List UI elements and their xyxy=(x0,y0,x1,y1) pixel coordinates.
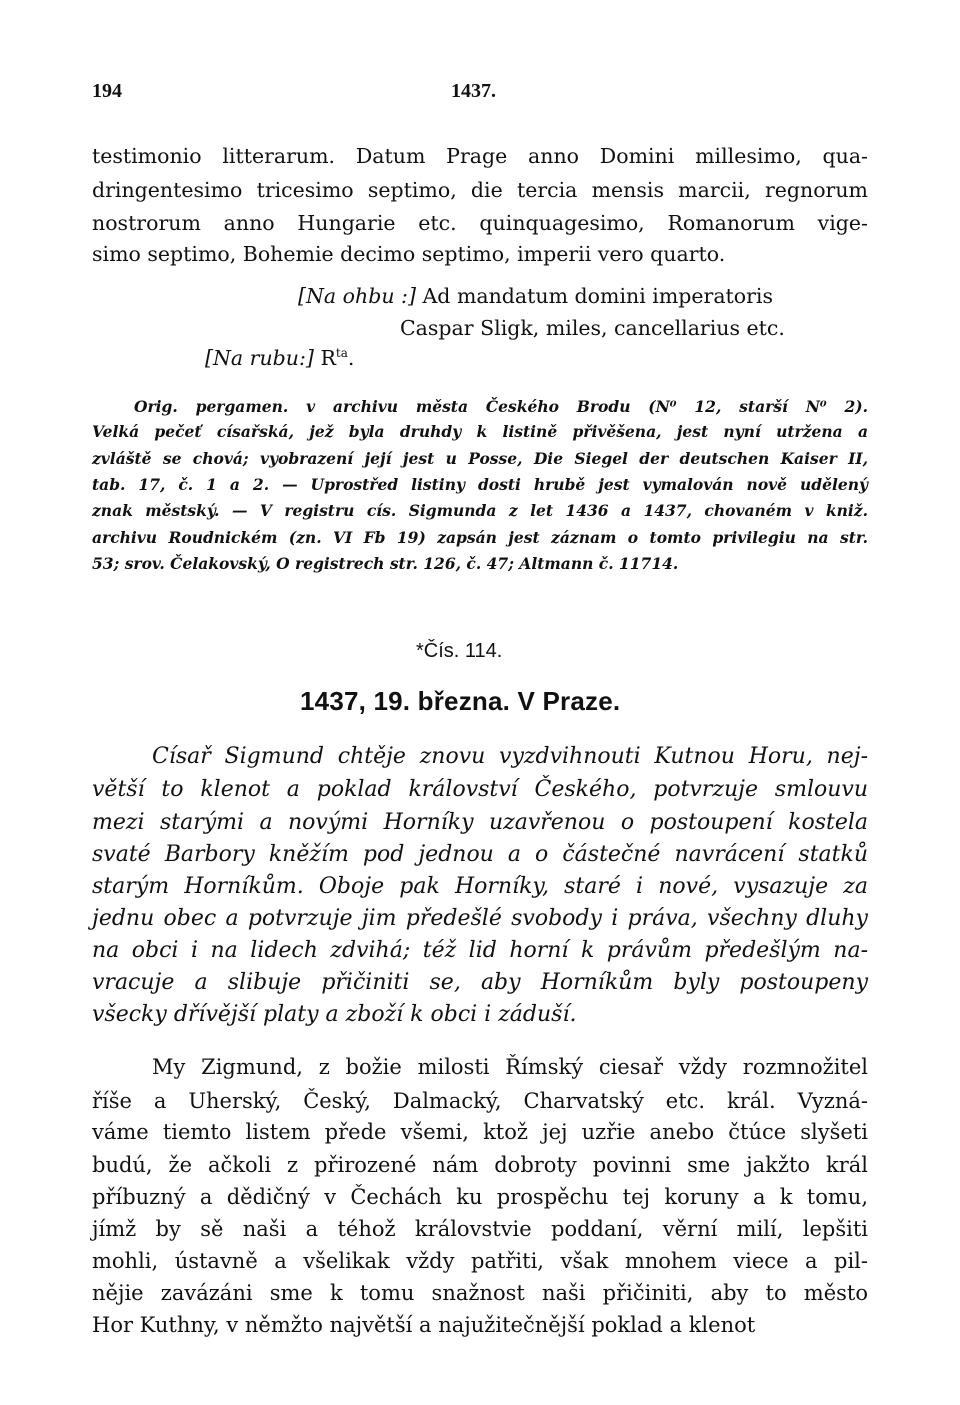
regest-line: svaté Barbory kněžím pod jednou a o částečné navrácení statků xyxy=(92,842,868,867)
note-line: archivu Roudnickém (zn. VI Fb 19) zapsán jest záznam o tomto privilegiu na str. xyxy=(92,528,868,547)
body-line: Hor Kuthny, v němžto najvětší a najužitečnější poklad a klenot xyxy=(92,1313,756,1337)
regest-line: mezi starými a novými Horníky uzavřenou o postoupení kostela xyxy=(92,810,868,835)
text-line: nostrorum anno Hungarie etc. quinquagesimo, Romanorum vige- xyxy=(92,211,868,235)
document-number: *Čís. 114. xyxy=(416,640,503,662)
body-line: mohli, ústavně a všelikak vždy patřiti, však mnohem viece a pil- xyxy=(92,1249,868,1273)
page-number: 194 xyxy=(92,80,122,102)
text-line: testimonio litterarum. Datum Prage anno Domini millesimo, qua- xyxy=(92,144,868,168)
running-head-year: 1437. xyxy=(451,80,496,102)
endorsement-text: Ad mandatum domini imperatoris xyxy=(422,284,774,308)
regest-line: Císař Sigmund chtěje znovu vyzdvihnouti Kutnou Horu, nej- xyxy=(152,744,868,769)
margin-superscript: ta xyxy=(335,346,348,361)
regest-line: jednu obec a potvrzuje jim předešlé svobody i práva, všechny dluhy xyxy=(92,906,868,931)
text-line: simo septimo, Bohemie decimo septimo, imperii vero quarto. xyxy=(92,242,726,266)
endorsement xyxy=(298,284,773,308)
body-line: jímž by sě naši a téhož královstvie poddaní, věrní milí, lepšiti xyxy=(92,1217,868,1241)
note-line: znak městský. — V registru cís. Sigmunda z let 1436 a 1437, chovaném v kniž. xyxy=(92,501,868,520)
signatory: Caspar Sligk, miles, cancellarius etc. xyxy=(400,316,785,340)
note-line: tab. 17, č. 1 a 2. — Uprostřed listiny dosti hrubě jest vymalován nově udělený xyxy=(92,475,868,494)
endorsement-label: [Na ohbu :] xyxy=(298,284,416,308)
regest-line: všecky dřívější platy a zboží k obci i záduší. xyxy=(92,1002,577,1027)
note-line: zvláště se chová; vyobrazení její jest u Posse, Die Siegel der deutschen Kaiser II, xyxy=(92,449,868,468)
note-line: 53; srov. Čelakovský, O registrech str. 126, č. 47; Altmann č. 11714. xyxy=(92,554,679,573)
body-line: říše a Uherský, Český, Dalmacký, Charvatský etc. král. Vyzná- xyxy=(92,1089,868,1113)
note-line: Velká pečeť císařská, jež byla druhdy k listině přivěšena, jest nyní utržena a xyxy=(92,422,868,441)
document-date-place: 1437, 19. března. V Praze. xyxy=(300,686,621,716)
body-line: nějie zavázáni sme k tomu snažnost naši přičiniti, aby to město xyxy=(92,1281,868,1305)
body-line: váme tiemto listem přede všemi, ktož jej uzřie anebo čtúce slyšeti xyxy=(92,1120,868,1144)
regest-line: starým Horníkům. Oboje pak Horníky, staré i nové, vysazuje za xyxy=(92,874,868,899)
body-line: příbuzný a dědičný v Čechách ku prospěchu tej koruny a k tomu, xyxy=(92,1185,868,1209)
margin-text: R xyxy=(320,346,336,370)
regest-line: větší to klenot a poklad království Českého, potvrzuje smlouvu xyxy=(92,777,868,802)
body-line: My Zigmund, z božie milosti Římský ciesař vždy rozmnožitel xyxy=(152,1055,868,1079)
note-line: Orig. pergamen. v archivu města Českého Brodu (N⁰ 12, starší N⁰ 2). xyxy=(134,397,868,416)
text-line: dringentesimo tricesimo septimo, die tercia mensis marcii, regnorum xyxy=(92,178,868,202)
body-line: budú, že ačkoli z přirozené nám dobroty povinni sme jakžto král xyxy=(92,1153,868,1177)
margin-label: [Na rubu:] xyxy=(205,346,314,370)
regest-line: vracuje a slibuje přičiniti se, aby Horníkům byly postoupeny xyxy=(92,970,868,995)
regest-line: na obci i na lidech zdvihá; též lid horní k právům předešlým na- xyxy=(92,938,868,963)
margin-note xyxy=(205,346,354,370)
margin-text-end: . xyxy=(347,346,355,370)
